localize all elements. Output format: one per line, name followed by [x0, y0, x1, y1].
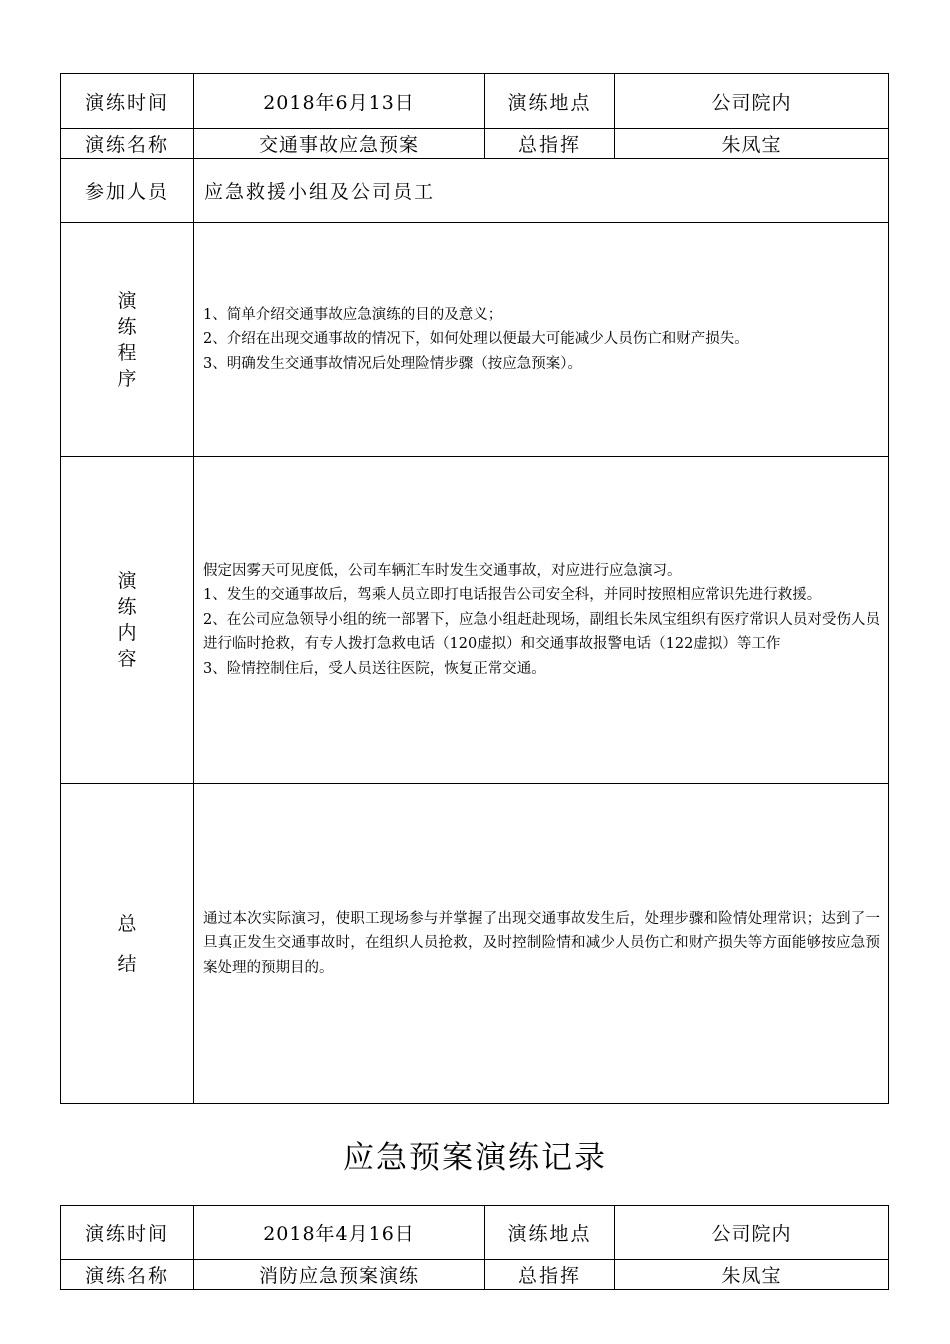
procedure-text: 1、简单介绍交通事故应急演练的目的及意义； 2、介绍在出现交通事故的情况下，如何处理以便最大可能减少人员伤亡和财产损失。 3、明确发生交通事故情况后处理险情步骤（按应急预案）。	[194, 223, 889, 457]
summary-text: 通过本次实际演习，使职工现场参与并掌握了出现交通事故发生后，处理步骤和险情处理常识；达到了一旦真正发生交通事故时，在组织人员抢救，及时控制险情和减少人员伤亡和财产损失等方面能够按应急预案处理的预期目的。	[194, 784, 889, 1104]
drill-time-value: 2018年4月16日	[194, 1206, 485, 1260]
drill-name-label: 演练名称	[61, 1260, 194, 1290]
participants-value: 应急救援小组及公司员工	[194, 159, 889, 223]
content-text: 假定因雾天可见度低，公司车辆汇车时发生交通事故，对应进行应急演习。 1、发生的交通事故后，驾乘人员立即打电话报告公司安全科，并同时按照相应常识先进行救援。 2、在公司应急领导小组的统一部署下，应急小组赶赴现场，副组长朱凤宝组织有医疗常识人员对受伤人员进行临时抢救，有专人拨打急救电话（120虚拟）和交通事故报警电话（122虚拟）等工作 3、险情控制住后，受人员送往医院，恢复正常交通。	[194, 457, 889, 784]
summary-label: 总 结	[61, 784, 194, 1104]
commander-label: 总指挥	[485, 1260, 615, 1290]
drill-name-value: 交通事故应急预案	[194, 129, 485, 159]
drill-name-label: 演练名称	[61, 129, 194, 159]
content-label: 演 练 内 容	[61, 457, 194, 784]
drill-place-value: 公司院内	[615, 1206, 889, 1260]
commander-value: 朱凤宝	[615, 129, 889, 159]
drill-name-value: 消防应急预案演练	[194, 1260, 485, 1290]
drill-time-label: 演练时间	[61, 1206, 194, 1260]
drill-place-label: 演练地点	[485, 74, 615, 129]
participants-label: 参加人员	[61, 159, 194, 223]
commander-label: 总指挥	[485, 129, 615, 159]
drill-place-label: 演练地点	[485, 1206, 615, 1260]
drill-place-value: 公司院内	[615, 74, 889, 129]
section-title: 应急预案演练记录	[343, 1140, 607, 1176]
drill-record-table-2	[60, 1205, 889, 1290]
drill-time-value: 2018年6月13日	[194, 74, 485, 129]
drill-time-label: 演练时间	[61, 74, 194, 129]
commander-value: 朱凤宝	[615, 1260, 889, 1290]
drill-record-table-1	[60, 73, 889, 1104]
procedure-label: 演 练 程 序	[61, 223, 194, 457]
